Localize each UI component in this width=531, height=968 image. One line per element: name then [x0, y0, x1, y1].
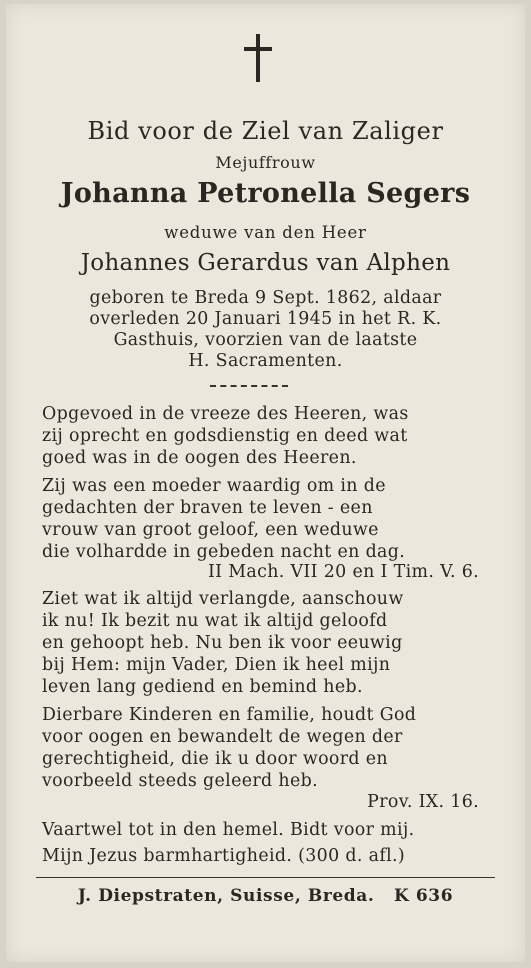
- paragraph-line: vrouw van groot geloof, een weduwe: [42, 520, 379, 540]
- biography-line: overleden 20 Januari 1945 in het R. K.: [89, 309, 442, 329]
- paragraph-line: zij oprecht en godsdienstig en deed wat: [42, 426, 408, 446]
- paragraph-line: Zij was een moeder waardig om in de: [42, 476, 386, 496]
- husband-name: Johannes Gerardus van Alphen: [80, 250, 451, 276]
- paragraph-line: Ziet wat ik altijd verlangde, aanschouw: [42, 589, 404, 609]
- paragraph-line: ik nu! Ik bezit nu wat ik altijd geloofd: [42, 611, 388, 631]
- biography-line: Gasthuis, voorzien van de laatste: [113, 330, 418, 350]
- printer-imprint: J. Diepstraten, Suisse, Breda. K 636: [77, 886, 454, 906]
- cross-icon: [241, 32, 275, 84]
- paragraph-line: Opgevoed in de vreeze des Heeren, was: [42, 404, 409, 424]
- prayer-heading: Bid voor de Ziel van Zaliger: [87, 117, 444, 145]
- memorial-card: [6, 4, 525, 962]
- relation-line: weduwe van den Heer: [164, 223, 367, 242]
- paragraph-line: goed was in de oogen des Heeren.: [42, 448, 357, 468]
- paragraph-line: Dierbare Kinderen en familie, houdt God: [42, 705, 417, 725]
- closing-line: Mijn Jezus barmhartigheid. (300 d. afl.): [42, 846, 406, 866]
- paragraph-line: voor oogen en bewandelt de wegen der: [42, 727, 403, 747]
- biography-line: geboren te Breda 9 Sept. 1862, aldaar: [89, 288, 442, 308]
- biography-line: H. Sacramenten.: [188, 351, 343, 371]
- paragraph-line: die volhardde in gebeden nacht en dag.: [42, 542, 406, 562]
- paragraph-line: leven lang gediend en bemind heb.: [42, 677, 363, 697]
- deceased-name: Johanna Petronella Segers: [60, 178, 471, 209]
- section-divider: [210, 385, 288, 387]
- scripture-reference: Prov. IX. 16.: [367, 792, 479, 812]
- paragraph-line: gedachten der braven te leven - een: [42, 498, 373, 518]
- honorific: Mejuffrouw: [215, 153, 316, 172]
- paragraph-line: gerechtigheid, die ik u door woord en: [42, 749, 388, 769]
- paragraph-line: en gehoopt heb. Nu ben ik voor eeuwig: [42, 633, 403, 653]
- paragraph-line: bij Hem: mijn Vader, Dien ik heel mijn: [42, 655, 391, 675]
- footer-rule: [36, 877, 495, 878]
- paragraph-line: voorbeeld steeds geleerd heb.: [42, 771, 318, 791]
- closing-line: Vaartwel tot in den hemel. Bidt voor mij.: [42, 820, 415, 840]
- scripture-reference: II Mach. VII 20 en I Tim. V. 6.: [207, 562, 479, 582]
